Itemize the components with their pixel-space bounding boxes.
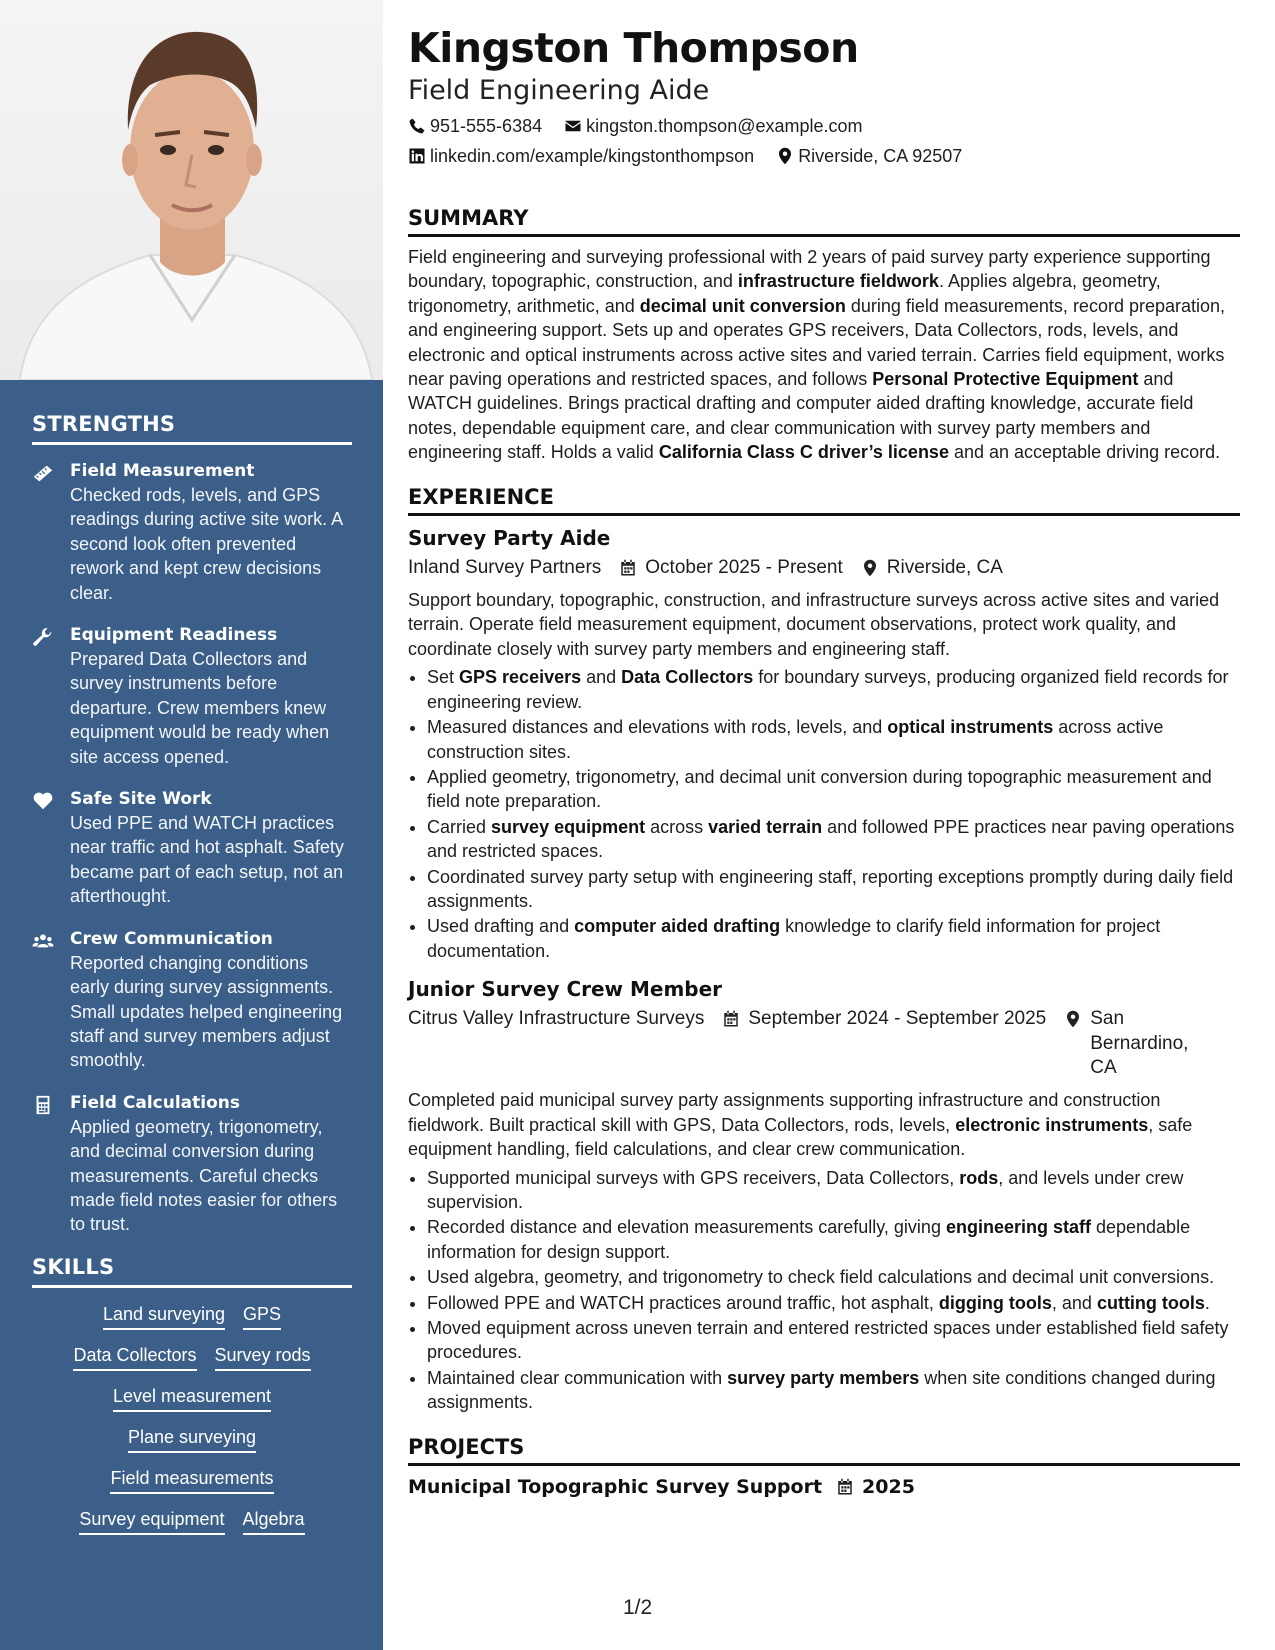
summary-text	[408, 245, 1240, 465]
emphasis-text: cutting tools	[1096, 1292, 1205, 1313]
heart-icon	[32, 787, 70, 909]
skill-tag: Survey rods	[215, 1343, 311, 1371]
body-text: Used algebra, geometry, and trigonometry to check field calculations and decimal unit conversions.	[427, 1267, 1215, 1288]
strength-title: Safe Site Work	[70, 789, 212, 810]
skill-row	[32, 1466, 352, 1494]
emphasis-text: rods	[959, 1167, 999, 1188]
strength-item	[32, 623, 352, 769]
job-title: Junior Survey Crew Member	[408, 977, 723, 1002]
linkedin-text: linkedin.com/example/kingstonthompson	[430, 146, 755, 166]
main-content	[408, 22, 1240, 1498]
body-text: Carried	[427, 816, 492, 837]
job-intro: Support boundary, topographic, construction, and infrastructure surveys across active sites and varied terrain. Operate field measurement equipment, document observations, protect work quality, and coordinate closely with survey party members and engineering staff.	[408, 590, 1220, 659]
skill-tag: Survey equipment	[79, 1507, 224, 1535]
strength-desc: Used PPE and WATCH practices near traffic and hot asphalt. Safety became part of each setup, not an afterthought.	[70, 813, 344, 907]
bullet-item	[427, 1291, 1240, 1315]
body-text: Applied geometry, trigonometry, and decimal unit conversion during topographic measurement and field note preparation.	[427, 766, 1212, 812]
job-location-text: San Bernardino, CA	[1090, 1008, 1189, 1078]
body-text: .	[1204, 1292, 1210, 1313]
body-text: , and levels under crew supervision.	[427, 1167, 1184, 1212]
job-dates	[619, 556, 843, 580]
job-meta	[408, 556, 1240, 580]
skill-row	[32, 1302, 352, 1330]
job-company: Citrus Valley Infrastructure Surveys	[408, 1008, 705, 1030]
skill-tag: Field measurements	[110, 1466, 273, 1494]
bullet-item	[427, 1316, 1240, 1365]
body-text: Supported municipal surveys with GPS receivers, Data Collectors,	[427, 1167, 960, 1188]
skill-tag: GPS	[243, 1302, 281, 1330]
emphasis-text: survey party members	[727, 1367, 920, 1388]
calendar-icon	[722, 1010, 740, 1028]
emphasis-text: optical instruments	[887, 717, 1054, 738]
job-dates-text: September 2024 - September 2025	[748, 1008, 1047, 1030]
skill-row	[32, 1507, 352, 1535]
body-text: across	[645, 816, 709, 837]
body-text: Measured distances and elevations with rods, levels, and	[427, 717, 888, 738]
map-pin-icon	[861, 559, 879, 577]
body-text: and an acceptable driving record.	[948, 442, 1221, 463]
candidate-role: Field Engineering Aide	[408, 75, 710, 106]
emphasis-text: decimal unit conversion	[639, 295, 846, 316]
calculator-icon	[32, 1091, 70, 1237]
job-title: Survey Party Aide	[408, 525, 611, 550]
skill-row	[32, 1343, 352, 1371]
projects-heading: PROJECTS	[408, 1435, 1240, 1466]
job-location	[861, 556, 1003, 580]
body-text: Recorded distance and elevation measurements carefully, giving	[427, 1217, 946, 1238]
body-text: Field engineering and surveying professional with 2 years of paid survey party experience supporting boundary, topographic, construction, and	[408, 247, 1211, 292]
job-bullets	[408, 1166, 1240, 1415]
strength-title: Field Measurement	[70, 461, 255, 481]
body-text: during field measurements, record preparation, and engineering support. Sets up and operates GPS receivers, Data Collectors, rods, levels, and electronic and optical instruments across active sites and varied terrain. Carries field equipment, works near paving operations and restricted spaces, and follows	[408, 295, 1226, 390]
strength-desc: Reported changing conditions early during survey assignments. Small updates helped engineering staff and survey members adjust smoothly.	[70, 952, 343, 1071]
job-dates-text: October 2025 - Present	[645, 556, 843, 578]
strength-item	[32, 927, 352, 1073]
email-contact[interactable]	[564, 114, 862, 138]
contact-row	[408, 114, 1240, 138]
strength-item	[32, 459, 352, 605]
portrait-illustration	[0, 0, 383, 380]
wrench-icon	[32, 623, 70, 769]
bullet-item	[427, 1166, 1240, 1215]
body-text: Used drafting and	[427, 916, 575, 937]
strength-item	[32, 787, 352, 909]
body-text: Completed paid municipal survey party assignments supporting infrastructure and construction fieldwork. Built practical skill with GPS, Data Collectors, rods, levels,	[408, 1090, 1161, 1135]
strength-desc: Applied geometry, trigonometry, and decimal conversion during measurements. Careful checks made field notes easier for others to trust.	[70, 1116, 338, 1235]
body-text: . Applies algebra, geometry, trigonometry, arithmetic, and	[408, 271, 1161, 316]
body-text: Set	[427, 667, 460, 688]
emphasis-text: digging tools	[938, 1292, 1052, 1313]
skill-tag: Algebra	[243, 1507, 305, 1535]
emphasis-text: varied terrain	[708, 816, 823, 837]
emphasis-text: California Class C driver’s license	[658, 442, 949, 463]
job-dates	[722, 1007, 1046, 1031]
emphasis-text: computer aided drafting	[574, 916, 781, 937]
strength-title: Crew Communication	[70, 928, 273, 949]
bullet-item	[427, 765, 1240, 814]
emphasis-text: Personal Protective Equipment	[872, 369, 1139, 390]
bullet-item	[427, 715, 1240, 764]
emphasis-text: Data Collectors	[621, 667, 754, 688]
bullet-item	[427, 1215, 1240, 1264]
emphasis-text: GPS receivers	[459, 667, 582, 688]
phone-icon	[408, 117, 426, 135]
job-meta	[408, 1007, 1240, 1080]
project-item	[408, 1476, 1240, 1498]
linkedin-icon	[408, 147, 426, 165]
emphasis-text: electronic instruments	[955, 1114, 1149, 1135]
bullet-item	[427, 914, 1240, 963]
job-location	[1064, 1007, 1204, 1080]
body-text: when site conditions changed during assignments.	[427, 1367, 1216, 1413]
email-text: kingston.thompson@example.com	[586, 116, 863, 136]
bullet-item	[427, 865, 1240, 914]
project-date: 2025	[862, 1475, 915, 1498]
emphasis-text: survey equipment	[491, 816, 646, 837]
calendar-icon	[836, 1478, 854, 1496]
emphasis-text: engineering staff	[945, 1217, 1091, 1238]
bullet-item	[427, 815, 1240, 864]
body-text: , and	[1051, 1292, 1097, 1313]
job-bullets	[408, 665, 1240, 963]
candidate-name: Kingston Thompson	[408, 24, 859, 72]
job-location-text: Riverside, CA	[886, 556, 1003, 578]
strength-title: Field Calculations	[70, 1092, 240, 1113]
profile-photo	[0, 0, 383, 380]
location-text: Riverside, CA 92507	[798, 146, 963, 166]
calendar-icon	[619, 559, 637, 577]
contact-row	[408, 144, 1240, 168]
strengths-heading: STRENGTHS	[32, 412, 352, 445]
skill-tag: Land surveying	[103, 1302, 225, 1330]
body-text: dependable information for design support.	[427, 1217, 1191, 1262]
strength-desc: Prepared Data Collectors and survey instruments before departure. Crew members knew equipment would be ready when site access opened.	[70, 649, 330, 767]
ruler-icon	[32, 459, 70, 605]
experience-heading: EXPERIENCE	[408, 485, 1240, 516]
skill-tag: Data Collectors	[73, 1343, 196, 1371]
job-company: Inland Survey Partners	[408, 556, 602, 578]
body-text: for boundary surveys, producing organized field records for engineering review.	[427, 667, 1229, 712]
body-text: Coordinated survey party setup with engineering staff, reporting exceptions promptly during daily field assignments.	[427, 866, 1234, 911]
body-text: knowledge to clarify field information for project documentation.	[427, 916, 1161, 961]
project-title: Municipal Topographic Survey Support	[408, 1475, 823, 1498]
envelope-icon	[564, 117, 582, 135]
job-intro	[408, 1088, 1240, 1161]
body-text: and followed PPE practices near paving operations and restricted spaces.	[427, 816, 1235, 862]
skill-row	[32, 1384, 352, 1412]
skills-heading: SKILLS	[32, 1255, 352, 1288]
body-text: Moved equipment across uneven terrain and entered restricted spaces under established field safety procedures.	[427, 1318, 1229, 1363]
strength-desc: Checked rods, levels, and GPS readings during active site work. A second look often prevented rework and kept crew decisions clear.	[70, 485, 343, 603]
skill-row	[32, 1425, 352, 1453]
summary-heading: SUMMARY	[408, 206, 1240, 237]
map-pin-icon	[1064, 1010, 1082, 1028]
bullet-item	[427, 665, 1240, 714]
strength-item	[32, 1091, 352, 1237]
page-number: 1/2	[623, 1596, 653, 1619]
users-icon	[32, 927, 70, 1073]
skill-tag: Plane surveying	[128, 1425, 256, 1453]
skill-tag: Level measurement	[113, 1384, 271, 1412]
strength-title: Equipment Readiness	[70, 625, 278, 646]
body-text: , safe equipment handling, field calculations, and clear crew communication.	[408, 1114, 1193, 1160]
sidebar	[0, 0, 383, 1650]
phone-text: 951-555-6384	[430, 116, 543, 136]
body-text: Followed PPE and WATCH practices around traffic, hot asphalt,	[427, 1292, 939, 1313]
body-text: Maintained clear communication with	[427, 1367, 728, 1388]
body-text: and	[581, 667, 622, 688]
body-text: and WATCH guidelines. Brings practical drafting and computer aided drafting knowledge, accurate field notes, dependable equipment care, and clear communication with survey party members and engineering staff. Holds a valid	[408, 369, 1194, 463]
map-pin-icon	[776, 147, 794, 165]
location-contact	[776, 144, 962, 168]
phone-contact[interactable]	[408, 114, 542, 138]
bullet-item	[427, 1366, 1240, 1415]
body-text: across active construction sites.	[427, 717, 1164, 762]
linkedin-contact[interactable]	[408, 144, 754, 168]
bullet-item	[427, 1265, 1240, 1289]
emphasis-text: infrastructure fieldwork	[737, 271, 939, 292]
